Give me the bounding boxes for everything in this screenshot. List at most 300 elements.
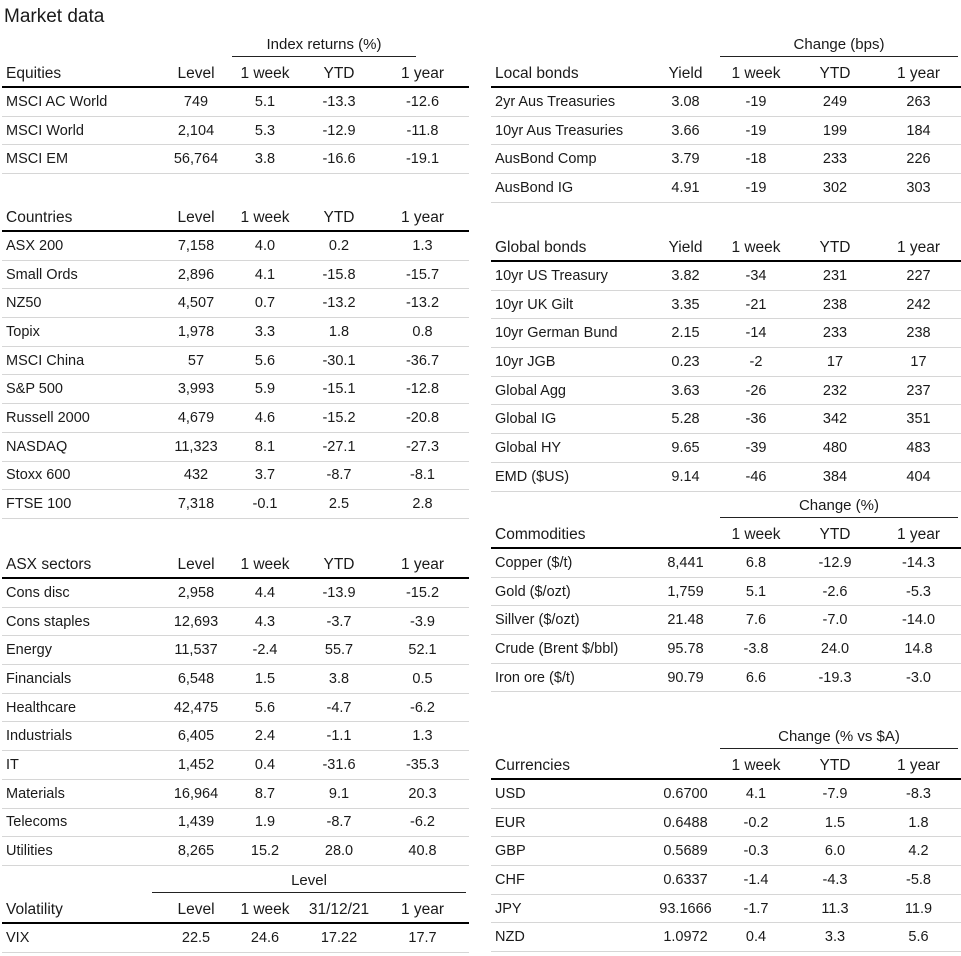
cell-value: 20.3 [408, 785, 437, 802]
row-label: MSCI AC World [6, 93, 108, 110]
section-title: Currencies [495, 757, 570, 774]
cell-value: -20.8 [405, 409, 440, 426]
header-row [2, 60, 469, 88]
column-header: YTD [323, 209, 355, 226]
cell-value: -15.2 [322, 409, 356, 426]
column-header: YTD [819, 65, 851, 82]
row-label: GBP [495, 843, 526, 860]
cell-value: 5.6 [254, 352, 276, 369]
table-row [491, 606, 961, 635]
table-row [2, 404, 469, 433]
cell-value: -1.1 [326, 728, 352, 745]
cell-value: 9.1 [328, 785, 350, 802]
table-row [2, 809, 469, 838]
cell-value: 1,978 [177, 323, 215, 340]
cell-value: 2,896 [177, 266, 215, 283]
row-label: Cons disc [6, 584, 70, 601]
cell-value: 351 [906, 411, 931, 428]
cell-value: -19 [745, 122, 767, 139]
table-row [491, 434, 961, 463]
cell-value: 0.4 [745, 929, 767, 946]
cell-value: 9.65 [671, 439, 700, 456]
cell-value: 1,439 [177, 814, 215, 831]
column-header: Level [177, 209, 215, 226]
table-row [2, 608, 469, 637]
cell-value: 242 [906, 296, 931, 313]
cell-value: -2.6 [822, 583, 848, 600]
cell-value: -15.1 [322, 381, 356, 398]
table-row [491, 895, 961, 924]
cell-value: 3.8 [254, 151, 276, 168]
cell-value: 1.9 [254, 814, 276, 831]
cell-value: 1.8 [908, 814, 929, 831]
cell-value: 2.4 [254, 728, 276, 745]
table-row [2, 375, 469, 404]
row-label: USD [495, 785, 526, 802]
cell-value: -15.7 [405, 266, 440, 283]
cell-value: 7,158 [177, 237, 215, 254]
cell-value: 249 [822, 93, 848, 110]
column-header: 31/12/21 [308, 901, 370, 918]
cell-value: 6.0 [824, 843, 846, 860]
header-row [491, 234, 961, 262]
cell-value: 227 [906, 267, 931, 284]
row-label: Cons staples [6, 613, 90, 630]
cell-value: 11,537 [174, 642, 218, 659]
column-header: Yield [668, 239, 703, 256]
table-row [2, 490, 469, 519]
header-row [491, 60, 961, 88]
table-row [491, 780, 961, 809]
cell-value: -5.3 [906, 583, 931, 600]
cell-value: 303 [906, 179, 931, 196]
commodities-table [491, 496, 961, 692]
cell-value: -27.1 [322, 438, 356, 455]
row-label: IT [6, 756, 19, 773]
cell-value: 24.0 [820, 640, 850, 657]
cell-value: 52.1 [408, 642, 437, 659]
row-label: NZD [495, 929, 525, 946]
table-row [491, 377, 961, 406]
cell-value: 9.14 [671, 468, 700, 485]
column-header: YTD [819, 526, 851, 543]
cell-value: -12.8 [405, 381, 440, 398]
cell-value: 0.7 [254, 295, 276, 312]
currencies-table [491, 727, 961, 952]
cell-value: 0.6488 [663, 814, 708, 831]
cell-value: 3,993 [177, 381, 215, 398]
column-header: 1 week [240, 209, 290, 226]
cell-value: -3.7 [326, 613, 352, 630]
cell-value: -13.9 [322, 584, 356, 601]
table-row [491, 117, 961, 146]
row-label: 10yr Aus Treasuries [495, 122, 624, 139]
table-row [491, 463, 961, 492]
cell-value: 11.9 [904, 900, 933, 917]
cell-value: 226 [906, 151, 931, 168]
cell-value: 12,693 [173, 613, 219, 630]
cell-value: 0.2 [328, 237, 350, 254]
cell-value: 7.6 [745, 612, 767, 629]
column-header: 1 year [896, 757, 941, 774]
cell-value: -14.3 [901, 554, 936, 571]
cell-value: -6.2 [410, 814, 435, 831]
table-row [491, 837, 961, 866]
column-header: Level [177, 65, 215, 82]
table-row [2, 347, 469, 376]
row-label: 2yr Aus Treasuries [495, 93, 616, 110]
cell-value: 8.1 [254, 438, 276, 455]
table-row [491, 88, 961, 117]
volatility-table [2, 871, 469, 953]
table-row [2, 88, 469, 117]
cell-value: 22.5 [181, 929, 211, 946]
cell-value: 4.6 [254, 409, 276, 426]
cell-value: 184 [906, 122, 931, 139]
cell-value: 3.7 [254, 467, 276, 484]
cell-value: 4,679 [177, 409, 215, 426]
cell-value: 0.4 [254, 756, 276, 773]
table-row [2, 261, 469, 290]
table-row [491, 578, 961, 607]
row-label: AusBond IG [495, 179, 574, 196]
cell-value: 483 [906, 439, 931, 456]
cell-value: 4.91 [671, 179, 700, 196]
cell-value: 1.3 [412, 728, 433, 745]
column-header: 1 week [240, 65, 290, 82]
table-row [2, 924, 469, 953]
cell-value: -3.8 [743, 640, 769, 657]
table-row [2, 694, 469, 723]
cell-value: 1.0972 [663, 929, 708, 946]
row-label: CHF [495, 871, 525, 888]
cell-value: 237 [906, 382, 931, 399]
cell-value: -12.9 [818, 554, 852, 571]
cell-value: 3.35 [671, 296, 700, 313]
cell-value: 432 [183, 467, 209, 484]
column-header: 1 year [896, 65, 941, 82]
cell-value: -0.2 [743, 814, 769, 831]
cell-value: -2.4 [252, 642, 278, 659]
cell-value: -13.3 [322, 93, 356, 110]
row-label: 10yr UK Gilt [495, 296, 574, 313]
table-row [2, 780, 469, 809]
local-bonds-table [491, 35, 961, 203]
cell-value: -34 [745, 267, 767, 284]
header-row [2, 551, 469, 579]
cell-value: 1,452 [177, 756, 215, 773]
cell-value: -19.1 [405, 151, 440, 168]
row-label: ASX 200 [6, 237, 64, 254]
cell-value: 1.8 [328, 323, 350, 340]
cell-value: -19.3 [818, 669, 852, 686]
group-header: Index returns (%) [232, 32, 416, 57]
cell-value: 233 [822, 325, 848, 342]
table-row [491, 319, 961, 348]
group-header: Change (% vs $A) [720, 724, 958, 749]
cell-value: 4.1 [254, 266, 276, 283]
cell-value: -35.3 [405, 756, 440, 773]
column-header: YTD [323, 556, 355, 573]
column-header: 1 week [731, 526, 781, 543]
table-row [491, 664, 961, 693]
row-label: Gold ($/ozt) [495, 583, 571, 600]
table-row [491, 348, 961, 377]
table-row [491, 174, 961, 203]
cell-value: 1,759 [667, 583, 704, 600]
table-row [2, 837, 469, 866]
cell-value: -30.1 [322, 352, 356, 369]
column-header: Level [177, 901, 215, 918]
table-row [491, 635, 961, 664]
cell-value: 8,441 [667, 554, 704, 571]
table-row [491, 866, 961, 895]
table-row [2, 117, 469, 146]
table-row [2, 289, 469, 318]
cell-value: 3.3 [254, 323, 276, 340]
cell-value: 8.7 [254, 785, 276, 802]
row-label: 10yr JGB [495, 353, 556, 370]
cell-value: 238 [906, 325, 931, 342]
header-row [491, 521, 961, 549]
cell-value: 404 [906, 468, 931, 485]
cell-value: 21.48 [667, 612, 704, 629]
section-title: ASX sectors [6, 556, 92, 573]
row-label: EUR [495, 814, 526, 831]
column-header: 1 week [731, 239, 781, 256]
cell-value: 3.63 [671, 382, 700, 399]
cell-value: 6,548 [177, 670, 215, 687]
cell-value: 5.3 [254, 122, 276, 139]
row-label: Global HY [495, 439, 562, 456]
page-title: Market data [4, 6, 105, 27]
cell-value: -2 [749, 353, 763, 370]
cell-value: 231 [822, 267, 848, 284]
cell-value: 6.8 [745, 554, 767, 571]
column-header: Yield [668, 65, 703, 82]
cell-value: 2,958 [177, 584, 215, 601]
cell-value: 2,104 [177, 122, 215, 139]
cell-value: 2.5 [328, 496, 350, 513]
row-label: NASDAQ [6, 438, 68, 455]
cell-value: 5.6 [908, 929, 929, 946]
cell-value: 93.1666 [659, 900, 712, 917]
cell-value: -7.0 [822, 612, 848, 629]
cell-value: 57 [187, 352, 205, 369]
cell-value: -14.0 [901, 612, 936, 629]
column-header: YTD [819, 239, 851, 256]
column-header: 1 year [400, 556, 445, 573]
table-row [491, 809, 961, 838]
cell-value: 3.8 [328, 670, 350, 687]
row-label: Stoxx 600 [6, 467, 71, 484]
cell-value: 11,323 [174, 438, 218, 455]
cell-value: 55.7 [324, 642, 354, 659]
cell-value: 199 [822, 122, 848, 139]
cell-value: -5.8 [906, 871, 931, 888]
cell-value: 0.5 [412, 670, 433, 687]
cell-value: -15.2 [405, 584, 440, 601]
cell-value: 233 [822, 151, 848, 168]
column-header: YTD [323, 65, 355, 82]
cell-value: -31.6 [322, 756, 356, 773]
cell-value: 6.6 [745, 669, 767, 686]
row-label: FTSE 100 [6, 496, 72, 513]
cell-value: -8.3 [906, 785, 931, 802]
cell-value: 0.6337 [663, 871, 708, 888]
cell-value: 42,475 [173, 699, 219, 716]
header-row [2, 896, 469, 924]
cell-value: 4.3 [254, 613, 276, 630]
row-label: Iron ore ($/t) [495, 669, 575, 686]
cell-value: 17 [910, 353, 927, 370]
row-label: VIX [6, 929, 30, 946]
cell-value: 2.15 [671, 325, 700, 342]
row-label: MSCI China [6, 352, 85, 369]
row-label: Industrials [6, 728, 73, 745]
cell-value: 3.82 [671, 267, 700, 284]
column-header: 1 week [731, 757, 781, 774]
cell-value: 2.8 [412, 496, 433, 513]
cell-value: -14 [745, 325, 767, 342]
row-label: AusBond Comp [495, 151, 597, 168]
cell-value: 28.0 [324, 843, 354, 860]
cell-value: 17.7 [408, 929, 437, 946]
table-row [2, 722, 469, 751]
row-label: S&P 500 [6, 381, 63, 398]
cell-value: -4.3 [822, 871, 848, 888]
cell-value: -8.1 [410, 467, 435, 484]
row-label: EMD ($US) [495, 468, 570, 485]
row-label: Russell 2000 [6, 409, 90, 426]
section-title: Countries [6, 209, 73, 226]
table-row [491, 262, 961, 291]
cell-value: 4.1 [745, 785, 767, 802]
cell-value: 17 [826, 353, 844, 370]
cell-value: 90.79 [667, 669, 704, 686]
row-label: MSCI World [6, 122, 84, 139]
cell-value: -36.7 [405, 352, 440, 369]
cell-value: -1.4 [743, 871, 769, 888]
cell-value: 384 [822, 468, 848, 485]
row-label: NZ50 [6, 295, 42, 312]
cell-value: 1.3 [412, 237, 433, 254]
cell-value: -0.3 [743, 843, 769, 860]
table-row [2, 145, 469, 174]
row-label: Financials [6, 670, 72, 687]
equities-table [2, 35, 469, 174]
cell-value: -12.6 [405, 93, 440, 110]
row-label: Global IG [495, 411, 557, 428]
cell-value: -0.1 [252, 496, 278, 513]
cell-value: 3.66 [671, 122, 700, 139]
column-header: YTD [819, 757, 851, 774]
section-title: Commodities [495, 526, 586, 543]
cell-value: -39 [745, 439, 767, 456]
row-label: Telecoms [6, 814, 68, 831]
row-label: Crude (Brent $/bbl) [495, 640, 619, 657]
cell-value: -36 [745, 411, 767, 428]
group-header: Change (bps) [720, 32, 958, 57]
cell-value: -19 [745, 179, 767, 196]
cell-value: -3.9 [410, 613, 435, 630]
row-label: Small Ords [6, 266, 78, 283]
column-header: 1 year [896, 239, 941, 256]
cell-value: 1.5 [824, 814, 846, 831]
cell-value: 4,507 [177, 295, 215, 312]
table-row [2, 751, 469, 780]
table-row [491, 923, 961, 952]
cell-value: -15.8 [322, 266, 356, 283]
cell-value: 7,318 [177, 496, 215, 513]
cell-value: 302 [822, 179, 848, 196]
cell-value: 480 [822, 439, 848, 456]
column-header: Level [177, 556, 215, 573]
countries-table [2, 204, 469, 519]
table-row [491, 145, 961, 174]
cell-value: -4.7 [326, 699, 352, 716]
row-label: Topix [6, 323, 40, 340]
column-header: 1 year [400, 65, 445, 82]
table-row [2, 665, 469, 694]
row-label: Healthcare [6, 699, 77, 716]
cell-value: 8,265 [177, 843, 215, 860]
cell-value: 56,764 [173, 151, 219, 168]
header-row [491, 752, 961, 780]
cell-value: 3.3 [824, 929, 846, 946]
cell-value: -3.0 [906, 669, 931, 686]
group-header: Level [152, 868, 466, 893]
row-label: Materials [6, 785, 65, 802]
table-row [2, 462, 469, 491]
column-header: 1 year [400, 901, 445, 918]
cell-value: 14.8 [904, 640, 933, 657]
cell-value: 232 [822, 382, 848, 399]
cell-value: 0.5689 [663, 843, 708, 860]
cell-value: 5.28 [671, 411, 700, 428]
table-row [2, 318, 469, 347]
section-title: Volatility [6, 901, 63, 918]
cell-value: -21 [745, 296, 767, 313]
row-label: 10yr US Treasury [495, 267, 608, 284]
table-row [491, 291, 961, 320]
column-header: 1 week [731, 65, 781, 82]
cell-value: 24.6 [250, 929, 280, 946]
cell-value: 0.23 [671, 353, 700, 370]
table-row [2, 433, 469, 462]
cell-value: -19 [745, 93, 767, 110]
cell-value: 263 [906, 93, 931, 110]
cell-value: -7.9 [822, 785, 848, 802]
cell-value: 342 [822, 411, 848, 428]
cell-value: 4.0 [254, 237, 276, 254]
cell-value: -8.7 [326, 467, 352, 484]
cell-value: 40.8 [408, 843, 437, 860]
column-header: 1 week [240, 556, 290, 573]
row-label: Copper ($/t) [495, 554, 573, 571]
row-label: Sillver ($/ozt) [495, 612, 580, 629]
cell-value: 4.4 [254, 584, 276, 601]
header-row [2, 204, 469, 232]
column-header: 1 year [896, 526, 941, 543]
table-row [491, 405, 961, 434]
cell-value: 95.78 [667, 640, 704, 657]
cell-value: 15.2 [250, 843, 280, 860]
cell-value: 238 [822, 296, 848, 313]
cell-value: 3.08 [671, 93, 700, 110]
cell-value: 5.1 [254, 93, 276, 110]
cell-value: -6.2 [410, 699, 435, 716]
